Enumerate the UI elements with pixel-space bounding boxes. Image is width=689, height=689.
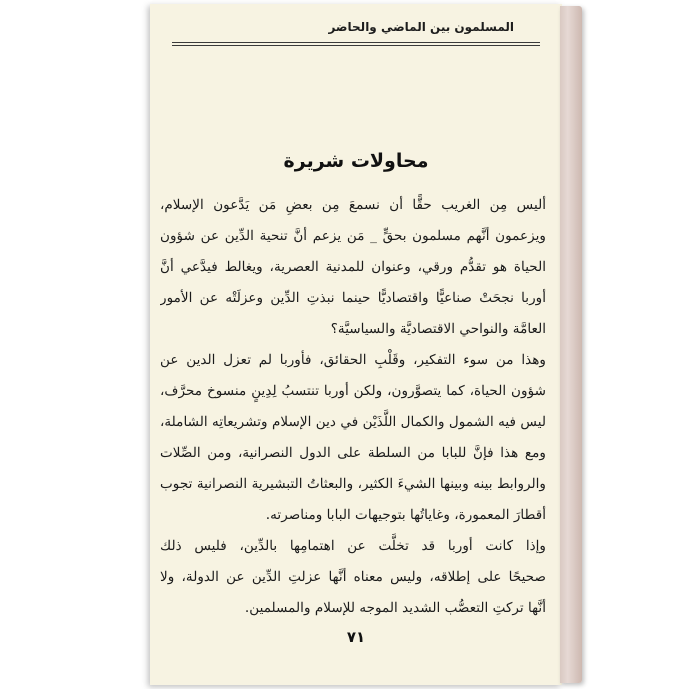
text-line: ليس فيه الشمول والكمال اللَّذَيْن في دين الإسلام وتشريعاتِه الشاملة، xyxy=(160,414,546,430)
text-line: ويزعمون أنَّهم مسلمون بحقٍّ _ مَن يزعم أنَّ تنحية الدِّين عن شؤون xyxy=(160,228,546,244)
text-line: والروابط بينه وبينها الشيءَ الكثير، والبعثاتُ التبشيرية النصرانية تجوب xyxy=(160,476,546,492)
text-line: أنَّها تركتِ التعصُّب الشديد الموجه للإسلام والمسلمين. xyxy=(244,600,546,616)
text-line: العامَّة والنواحي الاقتصاديَّة والسياسيَّة؟ xyxy=(330,321,546,337)
book-page xyxy=(150,4,562,685)
text-line: صحيحًا على إطلاقه، وليس معناه أنَّها عزلتِ الدِّين عن الدولة، ولا xyxy=(160,569,546,585)
text-line: وهذا من سوء التفكير، وقَلْبِ الحقائق، فأوربا لم تعزل الدين عن xyxy=(160,352,546,368)
book-spine-edge xyxy=(560,6,582,683)
header-rule xyxy=(172,42,540,43)
text-line: وإذا كانت أوربا قد تخلَّت عن اهتمامِها بالدِّين، فليس ذلك xyxy=(160,538,546,554)
text-line: ومع هذا فإنَّ للبابا من السلطة على الدول النصرانية، ومن الصِّلات xyxy=(160,445,546,461)
text-line: أليس مِن الغريب حقًّا أن نسمعَ مِن بعضِ مَن يَدَّعون الإسلام، xyxy=(160,197,546,213)
body-text xyxy=(160,190,546,624)
header-rule-secondary xyxy=(172,45,540,46)
book xyxy=(150,4,582,685)
text-line: الحياة هو تقدُّم ورقي، وعنوان للمدنية العصرية، ويغالط فيدَّعي أنَّ xyxy=(160,259,546,275)
text-line: أوربا نجحَتْ صناعيًّا واقتصاديًّا حينما نبذتِ الدِّين وعزلَتْه عن الأمور xyxy=(160,290,546,306)
text-line: شؤون الحياة، كما يتصوَّرون، ولكن أوربا تنتسبُ لِدِينٍ منسوخ محرَّف، xyxy=(160,383,546,399)
page-number: ٧١ xyxy=(346,628,366,646)
section-title: محاولات شريرة xyxy=(283,150,429,172)
text-line: أقطارَ المعمورة، وغاياتُها بتوجيهات البابا ومناصرته. xyxy=(265,507,546,523)
running-head: المسلمون بين الماضي والحاضر xyxy=(328,20,514,34)
